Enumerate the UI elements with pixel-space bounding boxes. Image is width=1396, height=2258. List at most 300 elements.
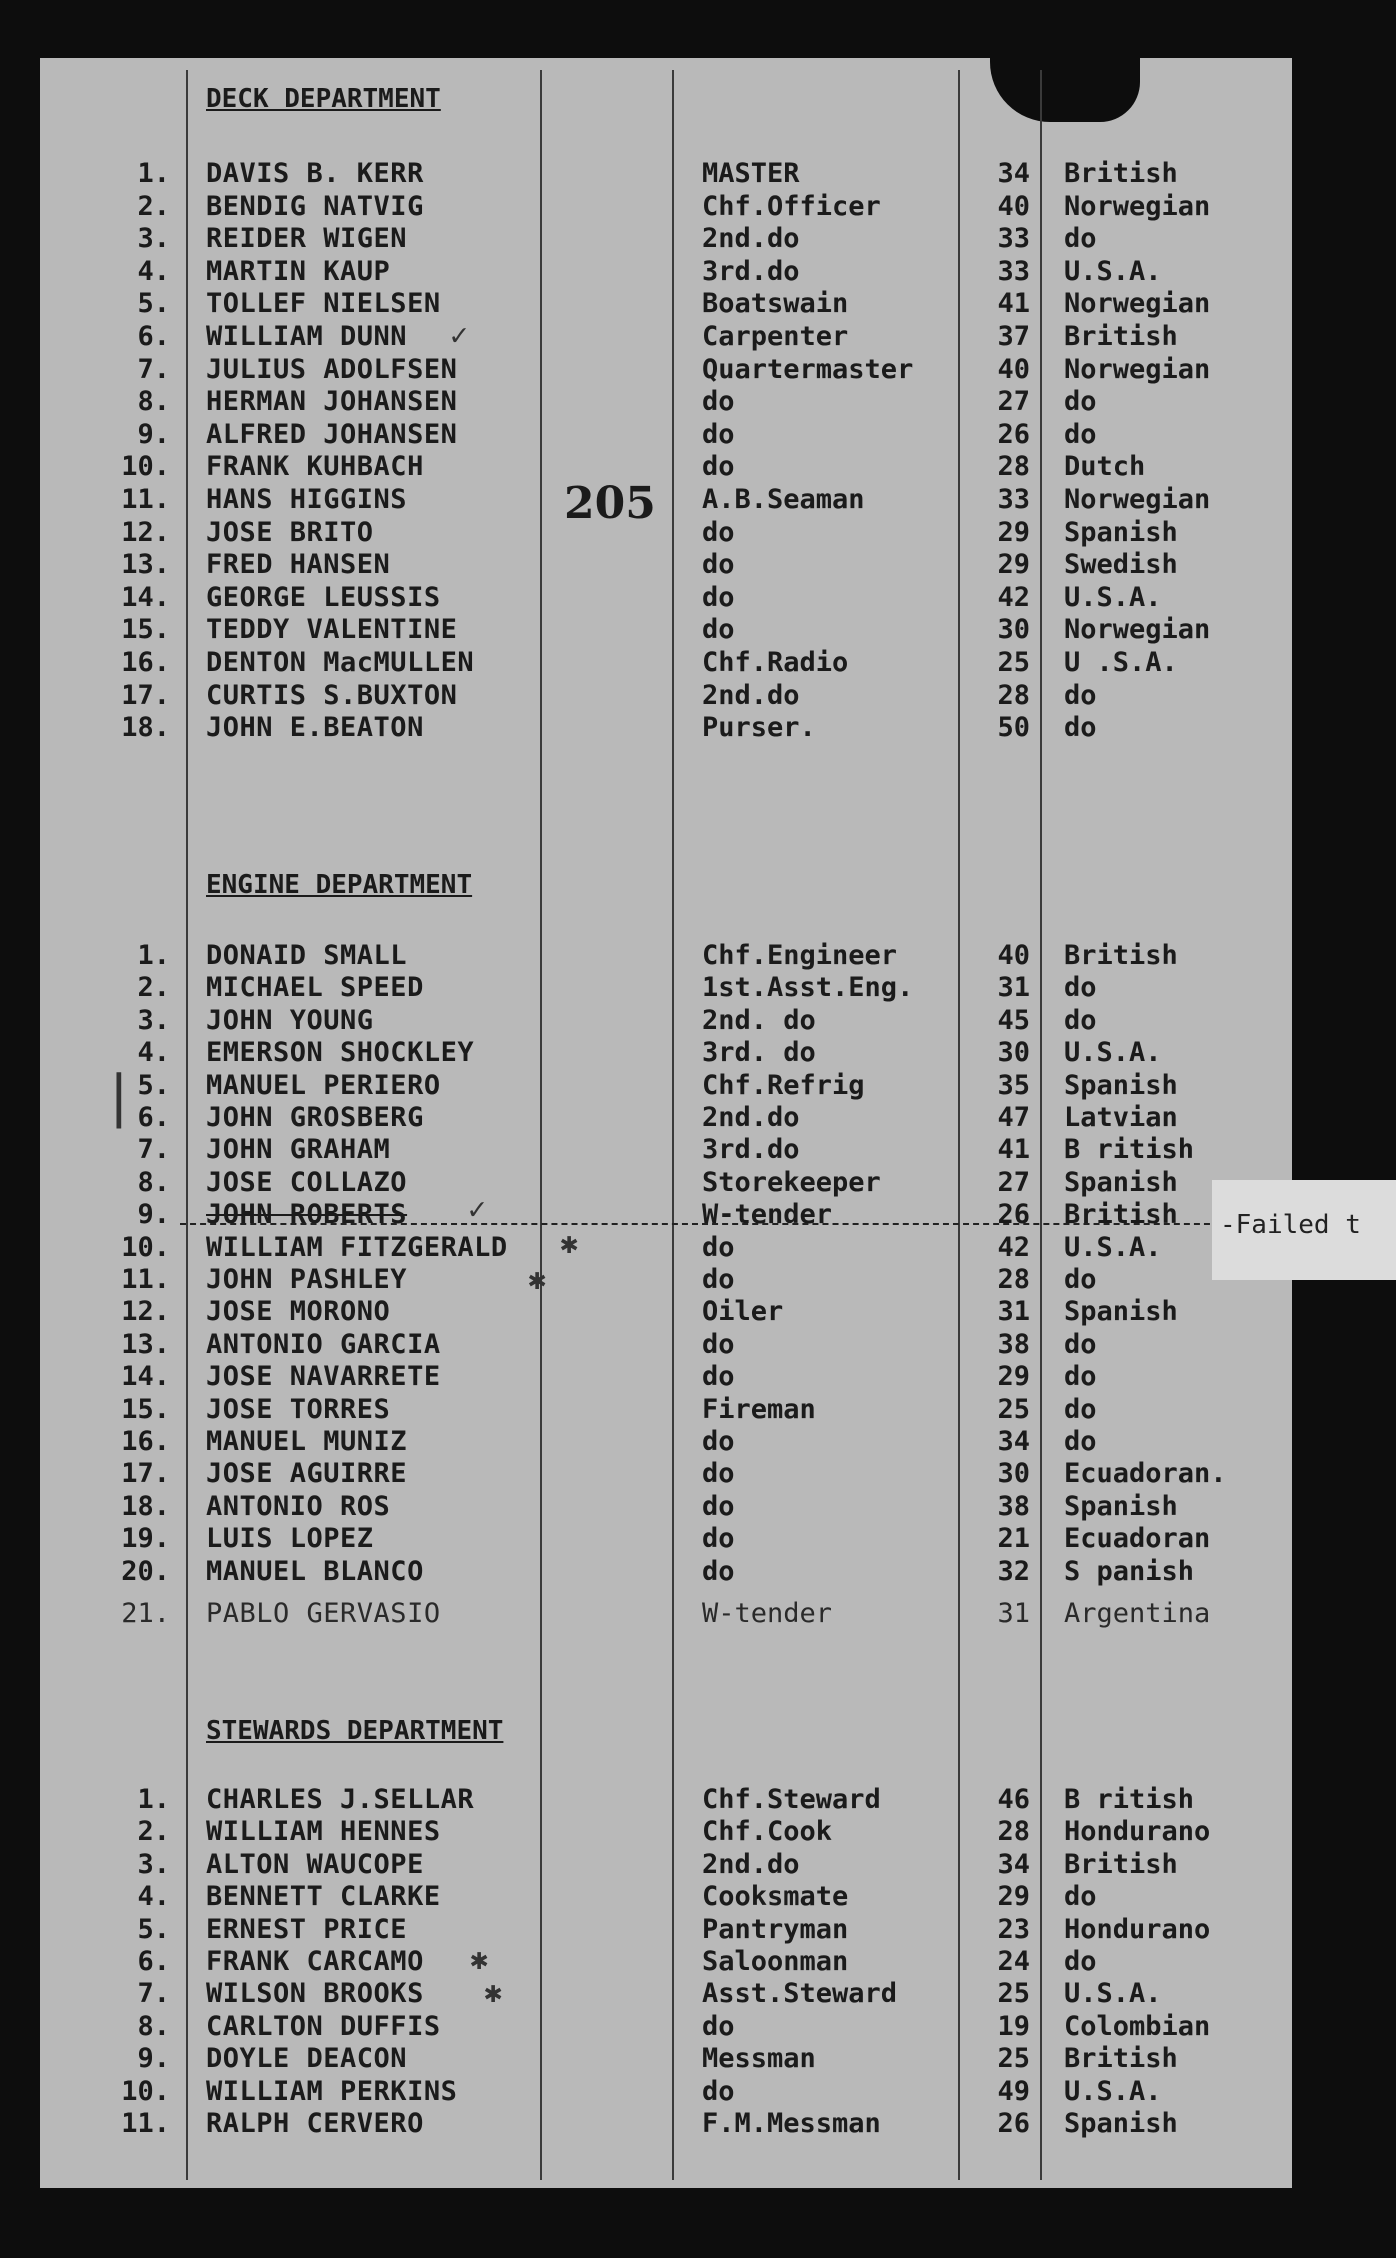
crew-nationality: Norwegian — [1064, 190, 1211, 222]
crew-nationality: B ritish — [1064, 1784, 1195, 1815]
crew-age: 34 — [997, 1848, 1030, 1880]
crew-position: do — [702, 1426, 735, 1457]
crew-position: do — [702, 386, 735, 418]
crew-row — [0, 1426, 1280, 1458]
crew-position: F.M.Messman — [702, 2108, 881, 2139]
department-title: ENGINE DEPARTMENT — [206, 870, 473, 900]
crew-position: Oiler — [702, 1296, 784, 1328]
crew-age: 40 — [997, 940, 1030, 971]
crew-row — [0, 1598, 1280, 1630]
crew-row — [0, 288, 1280, 320]
crew-name: ALTON WAUCOPE — [206, 1848, 424, 1880]
crew-age: 49 — [997, 2075, 1030, 2107]
crew-name: MANUEL MUNIZ — [206, 1426, 408, 1457]
crew-row — [0, 223, 1280, 255]
crew-age: 26 — [997, 418, 1030, 450]
crew-name: ERNEST PRICE — [206, 1913, 408, 1945]
crew-name: JOSE NAVARRETE — [206, 1361, 441, 1393]
department-title: STEWARDS DEPARTMENT — [206, 1716, 504, 1746]
crew-name: JOHN PASHLEY — [206, 1264, 408, 1295]
crew-position: do — [702, 1231, 735, 1263]
crew-row — [0, 972, 1280, 1004]
crew-position: 2nd.do — [702, 679, 800, 711]
crew-nationality: do — [1064, 1264, 1097, 1295]
crew-nationality: do — [1064, 679, 1097, 711]
crew-position: do — [702, 549, 735, 581]
crew-row — [0, 158, 1280, 190]
row-number: 4. — [137, 1037, 170, 1069]
crew-age: 40 — [997, 353, 1030, 385]
crew-age: 34 — [997, 158, 1030, 189]
row-number: 3. — [137, 1848, 170, 1880]
crew-position: Asst.Steward — [702, 1978, 898, 2010]
row-number: 6. — [137, 1946, 170, 1977]
crew-position: Boatswain — [702, 288, 849, 320]
crew-nationality: do — [1064, 223, 1097, 255]
row-number: 13. — [121, 549, 170, 581]
crew-row — [0, 1946, 1280, 1978]
crew-age: 37 — [997, 321, 1030, 352]
crew-nationality: Hondurano — [1064, 1816, 1211, 1848]
row-number: 1. — [137, 158, 170, 189]
crew-row — [0, 321, 1280, 353]
row-number: 10. — [121, 451, 170, 483]
crew-nationality: British — [1064, 1199, 1178, 1231]
crew-name: TEDDY VALENTINE — [206, 614, 458, 646]
crew-nationality: Dutch — [1064, 451, 1146, 483]
crew-position: Chf.Steward — [702, 1784, 881, 1815]
crew-position: Storekeeper — [702, 1166, 881, 1198]
asterisk-mark-icon: ✱ — [484, 1975, 503, 2010]
crew-row — [0, 582, 1280, 614]
crew-name: WILLIAM PERKINS — [206, 2075, 458, 2107]
crew-row — [0, 1914, 1280, 1946]
crew-age: 42 — [997, 1231, 1030, 1263]
crew-nationality: do — [1064, 1881, 1097, 1913]
crew-name: WILSON BROOKS — [206, 1978, 424, 2010]
crew-nationality: British — [1064, 158, 1178, 189]
crew-position: W-tender — [702, 1199, 833, 1231]
crew-row — [0, 1881, 1280, 1913]
crew-row — [0, 2011, 1280, 2043]
crew-age: 29 — [997, 1361, 1030, 1393]
row-number: 5. — [137, 288, 170, 320]
row-number: 2. — [137, 972, 170, 1004]
row-number: 8. — [137, 386, 170, 418]
crew-row — [0, 1978, 1280, 2010]
crew-nationality: U .S.A. — [1064, 647, 1178, 678]
row-number: 4. — [137, 1881, 170, 1913]
crew-name: ANTONIO GARCIA — [206, 1328, 441, 1360]
crew-position: Messman — [702, 2043, 816, 2075]
crew-name: CHARLES J.SELLAR — [206, 1784, 475, 1815]
crew-row — [0, 1329, 1280, 1361]
row-number: 14. — [121, 581, 170, 613]
crew-age: 23 — [997, 1913, 1030, 1945]
crew-age: 28 — [997, 679, 1030, 711]
crew-nationality: Hondurano — [1064, 1913, 1211, 1945]
row-number: 19. — [121, 1523, 170, 1555]
row-number: 4. — [137, 255, 170, 287]
row-number: 10. — [121, 2075, 170, 2107]
crew-nationality: Spanish — [1064, 2108, 1178, 2139]
crew-row — [0, 1296, 1280, 1328]
crew-position: Pantryman — [702, 1913, 849, 1945]
crew-row — [0, 2076, 1280, 2108]
crew-nationality: do — [1064, 972, 1097, 1004]
crew-position: 2nd. do — [702, 1004, 816, 1036]
row-number: 11. — [121, 1264, 170, 1295]
crew-name: ANTONIO ROS — [206, 1490, 391, 1522]
crew-age: 42 — [997, 581, 1030, 613]
row-number: 15. — [121, 614, 170, 646]
row-number: 11. — [121, 2108, 170, 2139]
crew-position: do — [702, 581, 735, 613]
crew-nationality: U.S.A. — [1064, 581, 1162, 613]
crew-nationality: U.S.A. — [1064, 1231, 1162, 1263]
crew-age: 29 — [997, 549, 1030, 581]
crew-position: do — [702, 2075, 735, 2107]
crew-name: HERMAN JOHANSEN — [206, 386, 458, 418]
crew-name: DAVIS B. KERR — [206, 158, 424, 189]
crew-row — [0, 1037, 1280, 1069]
crew-position: 2nd.do — [702, 1848, 800, 1880]
crew-position: Purser. — [702, 712, 816, 744]
crew-name: JOHN E.BEATON — [206, 712, 424, 744]
row-number: 13. — [121, 1328, 170, 1360]
crew-age: 30 — [997, 614, 1030, 646]
crew-position: W-tender — [702, 1598, 833, 1629]
crew-row — [0, 2043, 1280, 2075]
row-number: 7. — [137, 1134, 170, 1166]
crew-row — [0, 517, 1280, 549]
row-number: 9. — [137, 2043, 170, 2075]
crew-row — [0, 614, 1280, 646]
crew-age: 19 — [997, 2010, 1030, 2042]
row-number: 15. — [121, 1393, 170, 1425]
crew-position: Quartermaster — [702, 353, 914, 385]
crew-name: MICHAEL SPEED — [206, 972, 424, 1004]
crew-row — [0, 419, 1280, 451]
crew-position: do — [702, 1361, 735, 1393]
crew-row — [0, 1523, 1280, 1555]
row-number: 12. — [121, 1296, 170, 1328]
crew-row — [0, 354, 1280, 386]
failed-note: -Failed t — [1212, 1180, 1396, 1280]
crew-age: 33 — [997, 223, 1030, 255]
crew-position: 3rd. do — [702, 1037, 816, 1069]
crew-name: JOSE BRITO — [206, 516, 374, 548]
crew-row — [0, 1849, 1280, 1881]
asterisk-mark-icon: ✱ — [528, 1262, 547, 1297]
crew-age: 41 — [997, 1134, 1030, 1166]
crew-nationality: British — [1064, 940, 1178, 971]
crew-nationality: British — [1064, 1848, 1178, 1880]
crew-age: 26 — [997, 1199, 1030, 1231]
crew-name: HANS HIGGINS — [206, 484, 408, 515]
crew-position: Chf.Radio — [702, 647, 849, 678]
crew-age: 25 — [997, 2043, 1030, 2075]
asterisk-mark-icon: ✱ — [560, 1226, 579, 1261]
crew-nationality: U.S.A. — [1064, 255, 1162, 287]
row-number: 10. — [121, 1231, 170, 1263]
row-number: 6. — [137, 321, 170, 352]
crew-position: A.B.Seaman — [702, 484, 865, 515]
crew-nationality: Spanish — [1064, 1296, 1178, 1328]
crew-nationality: British — [1064, 2043, 1178, 2075]
crew-name: MANUEL PERIERO — [206, 1069, 441, 1101]
crew-name: DENTON MacMULLEN — [206, 647, 475, 678]
crew-name: LUIS LOPEZ — [206, 1523, 374, 1555]
crew-name: JOHN GRAHAM — [206, 1134, 391, 1166]
crew-row — [0, 1232, 1280, 1264]
crew-name: FRANK CARCAMO — [206, 1946, 424, 1977]
row-number: 11. — [121, 484, 170, 515]
row-number: 16. — [121, 647, 170, 678]
row-number: 2. — [137, 190, 170, 222]
crew-row — [0, 2108, 1280, 2140]
crew-name: WILLIAM HENNES — [206, 1816, 441, 1848]
crew-name: BENDIG NATVIG — [206, 190, 424, 222]
crew-nationality: Argentina — [1064, 1598, 1211, 1629]
crew-position: do — [702, 614, 735, 646]
crew-row — [0, 680, 1280, 712]
crew-position: do — [702, 1458, 735, 1490]
crew-age: 25 — [997, 647, 1030, 678]
crew-age: 40 — [997, 190, 1030, 222]
crew-age: 41 — [997, 288, 1030, 320]
check-mark-icon: ✓ — [468, 1192, 487, 1227]
row-number: 2. — [137, 1816, 170, 1848]
crew-age: 33 — [997, 484, 1030, 515]
crew-age: 31 — [997, 1296, 1030, 1328]
crew-position: do — [702, 1264, 735, 1295]
row-number: 9. — [137, 418, 170, 450]
crew-position: 2nd.do — [702, 223, 800, 255]
crew-age: 27 — [997, 386, 1030, 418]
crew-nationality: U.S.A. — [1064, 2075, 1162, 2107]
crew-row — [0, 1491, 1280, 1523]
crew-name: JOSE MORONO — [206, 1296, 391, 1328]
crew-name: RALPH CERVERO — [206, 2108, 424, 2139]
row-number: 20. — [121, 1555, 170, 1587]
crew-name: JOHN GROSBERG — [206, 1102, 424, 1133]
crew-row — [0, 549, 1280, 581]
crew-row — [0, 1816, 1280, 1848]
crew-age: 31 — [997, 1598, 1030, 1629]
row-number: 8. — [137, 2010, 170, 2042]
department-title: DECK DEPARTMENT — [206, 84, 441, 114]
crew-name: WILLIAM DUNN — [206, 321, 408, 352]
crew-nationality: do — [1064, 1393, 1097, 1425]
crew-row — [0, 940, 1280, 972]
crew-age: 32 — [997, 1555, 1030, 1587]
crew-nationality: do — [1064, 1361, 1097, 1393]
crew-row — [0, 451, 1280, 483]
crew-nationality: Norwegian — [1064, 353, 1211, 385]
crew-row — [0, 1167, 1280, 1199]
department-heading — [0, 1716, 1280, 1748]
row-number: 3. — [137, 223, 170, 255]
crew-row — [0, 1005, 1280, 1037]
crew-row — [0, 1264, 1280, 1296]
crew-name: JOSE AGUIRRE — [206, 1458, 408, 1490]
crew-age: 34 — [997, 1426, 1030, 1457]
row-number: 5. — [137, 1069, 170, 1101]
crew-row — [0, 647, 1280, 679]
row-number: 5. — [137, 1913, 170, 1945]
row-number: 18. — [121, 1490, 170, 1522]
crew-name: WILLIAM FITZGERALD — [206, 1231, 508, 1263]
crew-row — [0, 484, 1280, 516]
department-heading — [0, 84, 1280, 116]
crew-age: 46 — [997, 1784, 1030, 1815]
crew-nationality: Spanish — [1064, 1069, 1178, 1101]
crew-age: 24 — [997, 1946, 1030, 1977]
crew-nationality: Latvian — [1064, 1102, 1178, 1133]
crew-age: 26 — [997, 2108, 1030, 2139]
crew-name: ALFRED JOHANSEN — [206, 418, 458, 450]
crew-position: Chf.Cook — [702, 1816, 833, 1848]
crew-position: MASTER — [702, 158, 800, 189]
crew-position: Saloonman — [702, 1946, 849, 1977]
crew-row — [0, 1394, 1280, 1426]
crew-nationality: do — [1064, 1004, 1097, 1036]
row-number: 7. — [137, 1978, 170, 2010]
crew-row — [0, 1070, 1280, 1102]
crew-row — [0, 1556, 1280, 1588]
row-number: 17. — [121, 679, 170, 711]
row-number: 1. — [137, 940, 170, 971]
crew-name: FRANK KUHBACH — [206, 451, 424, 483]
crew-nationality: Ecuadoran. — [1064, 1458, 1227, 1490]
crew-nationality: do — [1064, 1328, 1097, 1360]
crew-position: 1st.Asst.Eng. — [702, 972, 914, 1004]
crew-nationality: do — [1064, 1946, 1097, 1977]
crew-position: 3rd.do — [702, 255, 800, 287]
crew-name: JOSE TORRES — [206, 1393, 391, 1425]
crew-nationality: Spanish — [1064, 1490, 1178, 1522]
crew-nationality: Ecuadoran — [1064, 1523, 1211, 1555]
crew-row — [0, 1361, 1280, 1393]
row-number: 9. — [137, 1199, 170, 1231]
check-mark-icon: ✓ — [450, 318, 469, 353]
crew-age: 38 — [997, 1490, 1030, 1522]
row-number: 8. — [137, 1166, 170, 1198]
crew-nationality: do — [1064, 712, 1097, 744]
crew-age: 50 — [997, 712, 1030, 744]
crew-age: 33 — [997, 255, 1030, 287]
crew-nationality: Norwegian — [1064, 288, 1211, 320]
crew-name: PABLO GERVASIO — [206, 1598, 441, 1629]
crew-age: 28 — [997, 1264, 1030, 1295]
crew-nationality: S panish — [1064, 1555, 1195, 1587]
crew-position: do — [702, 1328, 735, 1360]
crew-age: 29 — [997, 1881, 1030, 1913]
crew-nationality: Spanish — [1064, 516, 1178, 548]
crew-name: MANUEL BLANCO — [206, 1555, 424, 1587]
row-number: 6. — [137, 1102, 170, 1133]
crew-row — [0, 712, 1280, 744]
row-number: 21. — [121, 1598, 170, 1629]
crew-row — [0, 1199, 1280, 1231]
crew-age: 28 — [997, 451, 1030, 483]
crew-nationality: B ritish — [1064, 1134, 1195, 1166]
page-stamp: 205 — [564, 478, 656, 529]
crew-nationality: Norwegian — [1064, 484, 1211, 515]
crew-age: 27 — [997, 1166, 1030, 1198]
crew-name: GEORGE LEUSSIS — [206, 581, 441, 613]
crew-name: JULIUS ADOLFSEN — [206, 353, 458, 385]
crew-row — [0, 1102, 1280, 1134]
crew-nationality: do — [1064, 418, 1097, 450]
crew-position: 3rd.do — [702, 1134, 800, 1166]
crew-age: 35 — [997, 1069, 1030, 1101]
crew-age: 30 — [997, 1458, 1030, 1490]
crew-nationality: Colombian — [1064, 2010, 1211, 2042]
crew-age: 28 — [997, 1816, 1030, 1848]
crew-age: 25 — [997, 1393, 1030, 1425]
crew-position: do — [702, 418, 735, 450]
asterisk-mark-icon: ✱ — [470, 1942, 489, 1977]
crew-name: EMERSON SHOCKLEY — [206, 1037, 475, 1069]
row-number: 3. — [137, 1004, 170, 1036]
crew-age: 45 — [997, 1004, 1030, 1036]
crew-nationality: U.S.A. — [1064, 1037, 1162, 1069]
crew-position: Chf.Engineer — [702, 940, 898, 971]
crew-nationality: do — [1064, 386, 1097, 418]
crew-row — [0, 1134, 1280, 1166]
row-number: 1. — [137, 1784, 170, 1815]
crew-nationality: Swedish — [1064, 549, 1178, 581]
row-number: 17. — [121, 1458, 170, 1490]
crew-name: JOHN YOUNG — [206, 1004, 374, 1036]
crew-position: Chf.Refrig — [702, 1069, 865, 1101]
row-number: 7. — [137, 353, 170, 385]
crew-nationality: Norwegian — [1064, 614, 1211, 646]
crew-age: 30 — [997, 1037, 1030, 1069]
crew-name: CARLTON DUFFIS — [206, 2010, 441, 2042]
row-number: 18. — [121, 712, 170, 744]
crew-position: do — [702, 2010, 735, 2042]
crew-name: JOSE COLLAZO — [206, 1166, 408, 1198]
row-number: 14. — [121, 1361, 170, 1393]
crew-age: 29 — [997, 516, 1030, 548]
crew-row — [0, 256, 1280, 288]
crew-row — [0, 386, 1280, 418]
crew-age: 25 — [997, 1978, 1030, 2010]
crew-name: BENNETT CLARKE — [206, 1881, 441, 1913]
crew-position: do — [702, 1523, 735, 1555]
crew-age: 47 — [997, 1102, 1030, 1133]
crew-position: do — [702, 1490, 735, 1522]
crew-position: do — [702, 451, 735, 483]
strike-line — [180, 1223, 1220, 1225]
crew-name: FRED HANSEN — [206, 549, 391, 581]
crew-position: do — [702, 1555, 735, 1587]
crew-name: CURTIS S.BUXTON — [206, 679, 458, 711]
crew-name: DOYLE DEACON — [206, 2043, 408, 2075]
crew-name: JOHN ROBERTS — [206, 1199, 408, 1231]
crew-name: MARTIN KAUP — [206, 255, 391, 287]
crew-position: Fireman — [702, 1393, 816, 1425]
crew-age: 38 — [997, 1328, 1030, 1360]
crew-name: REIDER WIGEN — [206, 223, 408, 255]
crew-position: Cooksmate — [702, 1881, 849, 1913]
crew-nationality: U.S.A. — [1064, 1978, 1162, 2010]
crew-age: 31 — [997, 972, 1030, 1004]
crew-name: DONAID SMALL — [206, 940, 408, 971]
